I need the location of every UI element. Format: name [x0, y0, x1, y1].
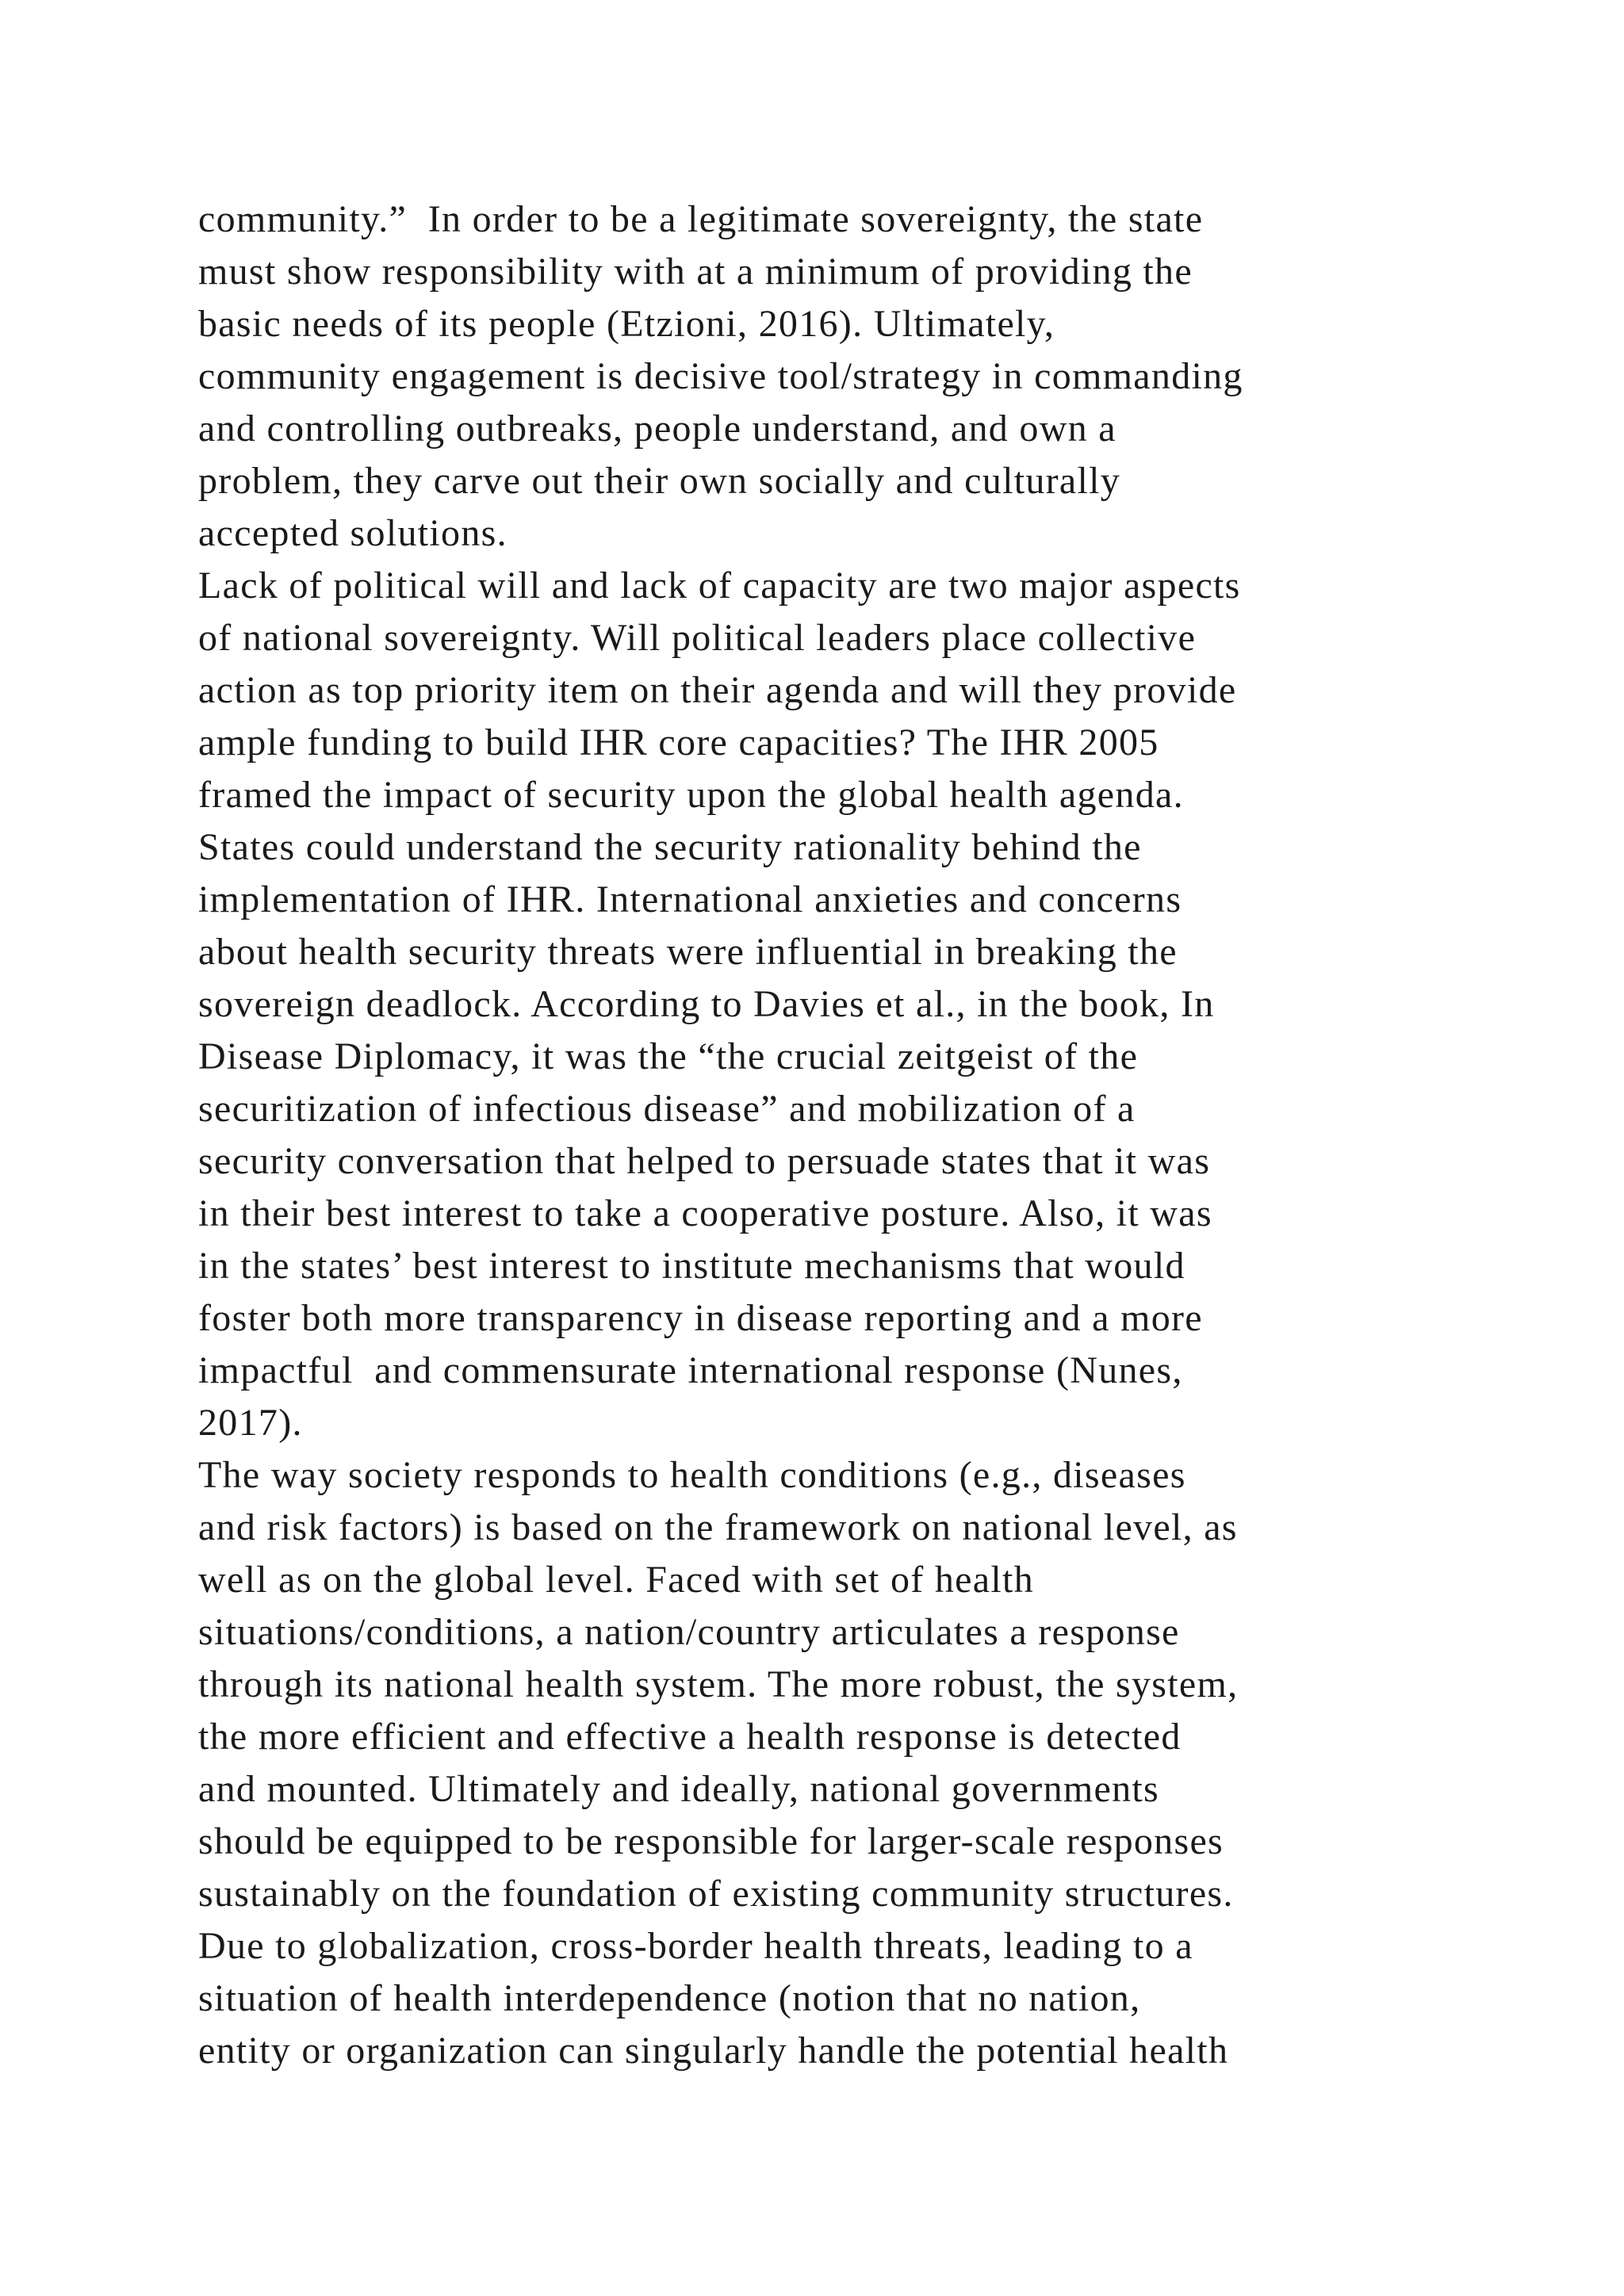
- text-line: community engagement is decisive tool/strategy in commanding: [198, 355, 1243, 397]
- text-line: Due to globalization, cross-border health threats, leading to a: [198, 1925, 1193, 1967]
- text-line: situation of health interdependence (notion that no nation,: [198, 1977, 1141, 2019]
- text-line: in their best interest to take a cooperative posture. Also, it was: [198, 1192, 1212, 1234]
- text-line: entity or organization can singularly handle the potential health: [198, 2030, 1229, 2072]
- text-line: sovereign deadlock. According to Davies et al., in the book, In: [198, 983, 1215, 1025]
- text-line: implementation of IHR. International anxieties and concerns: [198, 878, 1182, 920]
- text-line: foster both more transparency in disease reporting and a more: [198, 1297, 1203, 1339]
- text-line: basic needs of its people (Etzioni, 2016). Ultimately,: [198, 303, 1055, 345]
- text-line: in the states’ best interest to institute mechanisms that would: [198, 1245, 1185, 1287]
- text-line: through its national health system. The more robust, the system,: [198, 1663, 1239, 1705]
- text-line: sustainably on the foundation of existing community structures.: [198, 1873, 1234, 1915]
- text-line: community.” In order to be a legitimate sovereignty, the state: [198, 198, 1204, 240]
- text-line: the more efficient and effective a health response is detected: [198, 1716, 1182, 1758]
- text-line: well as on the global level. Faced with set of health: [198, 1559, 1034, 1601]
- text-line: problem, they carve out their own socially and culturally: [198, 460, 1121, 502]
- text-line: accepted solutions.: [198, 512, 508, 554]
- text-line: should be equipped to be responsible for larger-scale responses: [198, 1820, 1224, 1862]
- text-line: action as top priority item on their agenda and will they provide: [198, 669, 1237, 711]
- text-line: security conversation that helped to persuade states that it was: [198, 1140, 1211, 1182]
- text-line: framed the impact of security upon the global health agenda.: [198, 774, 1184, 816]
- text-line: Lack of political will and lack of capacity are two major aspects: [198, 564, 1241, 607]
- text-line: must show responsibility with at a minimum of providing the: [198, 251, 1193, 293]
- text-line: impactful and commensurate international response (Nunes,: [198, 1349, 1183, 1391]
- text-line: and controlling outbreaks, people understand, and own a: [198, 408, 1116, 450]
- text-line: of national sovereignty. Will political leaders place collective: [198, 617, 1197, 659]
- text-line: States could understand the security rationality behind the: [198, 826, 1142, 868]
- text-line: and mounted. Ultimately and ideally, national governments: [198, 1768, 1160, 1810]
- text-line: Disease Diplomacy, it was the “the crucial zeitgeist of the: [198, 1035, 1139, 1077]
- text-line: 2017).: [198, 1402, 303, 1444]
- text-line: securitization of infectious disease” and mobilization of a: [198, 1088, 1136, 1130]
- body-text: [198, 193, 1467, 2077]
- text-line: ample funding to build IHR core capacities? The IHR 2005: [198, 721, 1159, 763]
- text-line: situations/conditions, a nation/country articulates a response: [198, 1611, 1180, 1653]
- text-line: and risk factors) is based on the framework on national level, as: [198, 1506, 1238, 1548]
- text-line: about health security threats were influential in breaking the: [198, 931, 1178, 973]
- text-line: The way society responds to health conditions (e.g., diseases: [198, 1454, 1186, 1496]
